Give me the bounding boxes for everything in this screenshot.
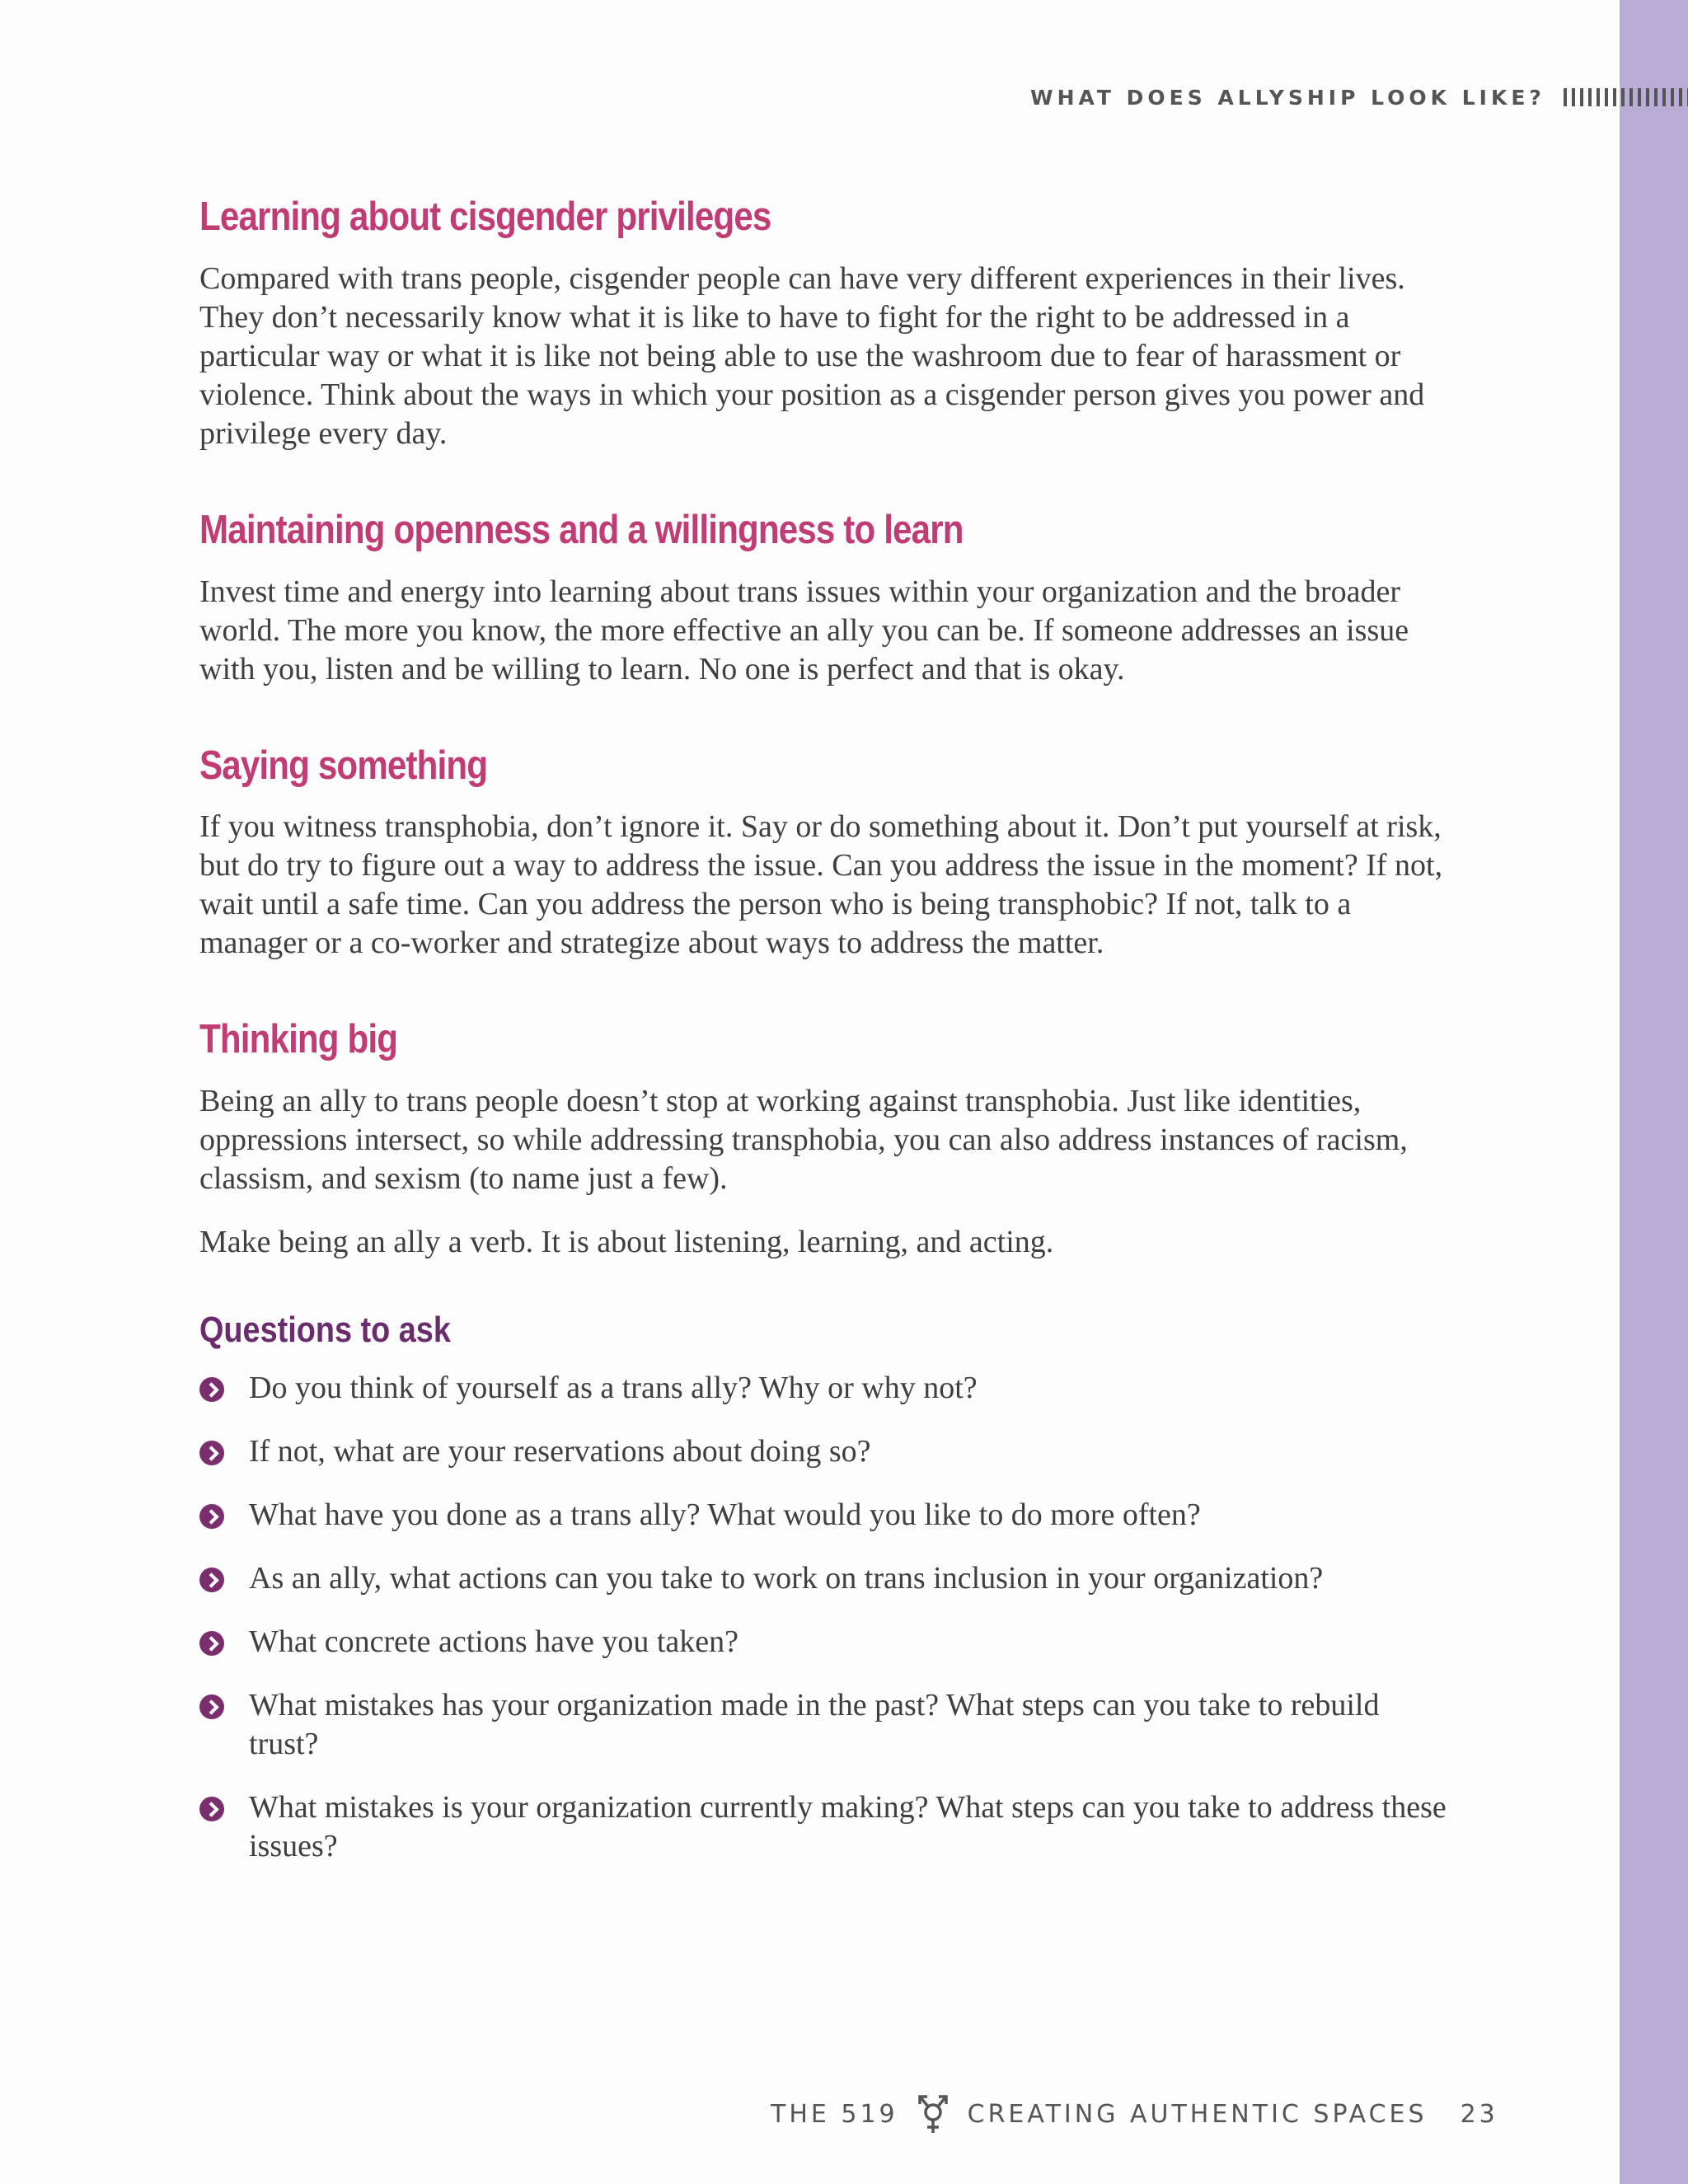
arrow-circle-icon xyxy=(199,1568,224,1592)
page-content xyxy=(199,183,1452,1891)
section-heading: Thinking big xyxy=(199,1017,398,1062)
section-paragraph: Make being an ally a verb. It is about listening, learning, and acting. xyxy=(199,1225,1054,1260)
section-openness xyxy=(199,506,1452,689)
list-item xyxy=(199,1432,1452,1471)
section-heading: Saying something xyxy=(199,743,488,788)
list-item xyxy=(199,1369,1452,1408)
question-text: What have you done as a trans ally? What would you like to do more often? xyxy=(249,1497,1201,1533)
arrow-circle-icon xyxy=(199,1377,224,1402)
questions-list xyxy=(199,1369,1452,1866)
question-text: What mistakes is your organization currently making? What steps can you take to address these issues? xyxy=(249,1790,1447,1864)
question-text: As an ally, what actions can you take to work on trans inclusion in your organization? xyxy=(249,1561,1324,1596)
list-item xyxy=(199,1559,1452,1598)
question-text: Do you think of yourself as a trans ally? Why or why not? xyxy=(249,1371,978,1406)
footer-org: THE 519 xyxy=(771,2099,898,2129)
section-heading: Maintaining openness and a willingness to learn xyxy=(199,507,964,552)
section-thinking-big xyxy=(199,1015,1452,1262)
section-paragraph: Invest time and energy into learning about trans issues within your organization and the broader world. The more you know, the more effective an ally you can be. If someone addresses an issue with you, listen and be willing to learn. No one is perfect and that is okay. xyxy=(199,574,1409,687)
running-head xyxy=(1030,81,1688,114)
running-head-bars xyxy=(1564,88,1688,106)
list-item xyxy=(199,1686,1452,1764)
arrow-circle-icon xyxy=(199,1694,224,1719)
arrow-circle-icon xyxy=(199,1797,224,1821)
question-text: If not, what are your reservations about doing so? xyxy=(249,1434,871,1469)
questions-heading: Questions to ask xyxy=(199,1310,451,1351)
page-number: 23 xyxy=(1460,2099,1498,2129)
list-item xyxy=(199,1788,1452,1866)
side-color-band xyxy=(1620,0,1688,2184)
section-paragraph: Compared with trans people, cisgender people can have very different experiences in their lives. They don’t necessarily know what it is like to have to fight for the right to be addressed in a particular way or what it is like not being able to use the washroom due to fear of harassment or violence. Think about the ways in which your position as a cisgender person gives you power and privilege every day. xyxy=(199,260,1425,451)
question-text: What concrete actions have you taken? xyxy=(249,1624,738,1660)
question-text: What mistakes has your organization made in the past? What steps can you take to rebuild trust? xyxy=(249,1688,1380,1762)
page-footer xyxy=(771,2093,1498,2135)
transgender-symbol-icon xyxy=(917,2093,950,2135)
arrow-circle-icon xyxy=(199,1504,224,1529)
footer-title: CREATING AUTHENTIC SPACES xyxy=(967,2099,1428,2129)
list-item xyxy=(199,1496,1452,1535)
section-paragraph: Being an ally to trans people doesn’t stop at working against transphobia. Just like identities, oppressions intersect, so while addressing transphobia, you can also address instances of racism, classism, and sexism (to name just a few). xyxy=(199,1084,1408,1197)
arrow-circle-icon xyxy=(199,1441,224,1465)
section-saying-something xyxy=(199,742,1452,963)
arrow-circle-icon xyxy=(199,1631,224,1656)
section-heading: Learning about cisgender privileges xyxy=(199,194,771,239)
list-item xyxy=(199,1623,1452,1661)
section-paragraph: If you witness transphobia, don’t ignore it. Say or do something about it. Don’t put yourself at risk, but do try to figure out a way to address the issue. Can you address the issue in the moment? If not, wait until a safe time. Can you address the person who is being transphobic? If not, talk to a manager or a co-worker and strategize about ways to address the matter. xyxy=(199,809,1443,961)
section-cisgender-privileges xyxy=(199,193,1452,453)
running-head-title: WHAT DOES ALLYSHIP LOOK LIKE? xyxy=(1030,85,1545,110)
